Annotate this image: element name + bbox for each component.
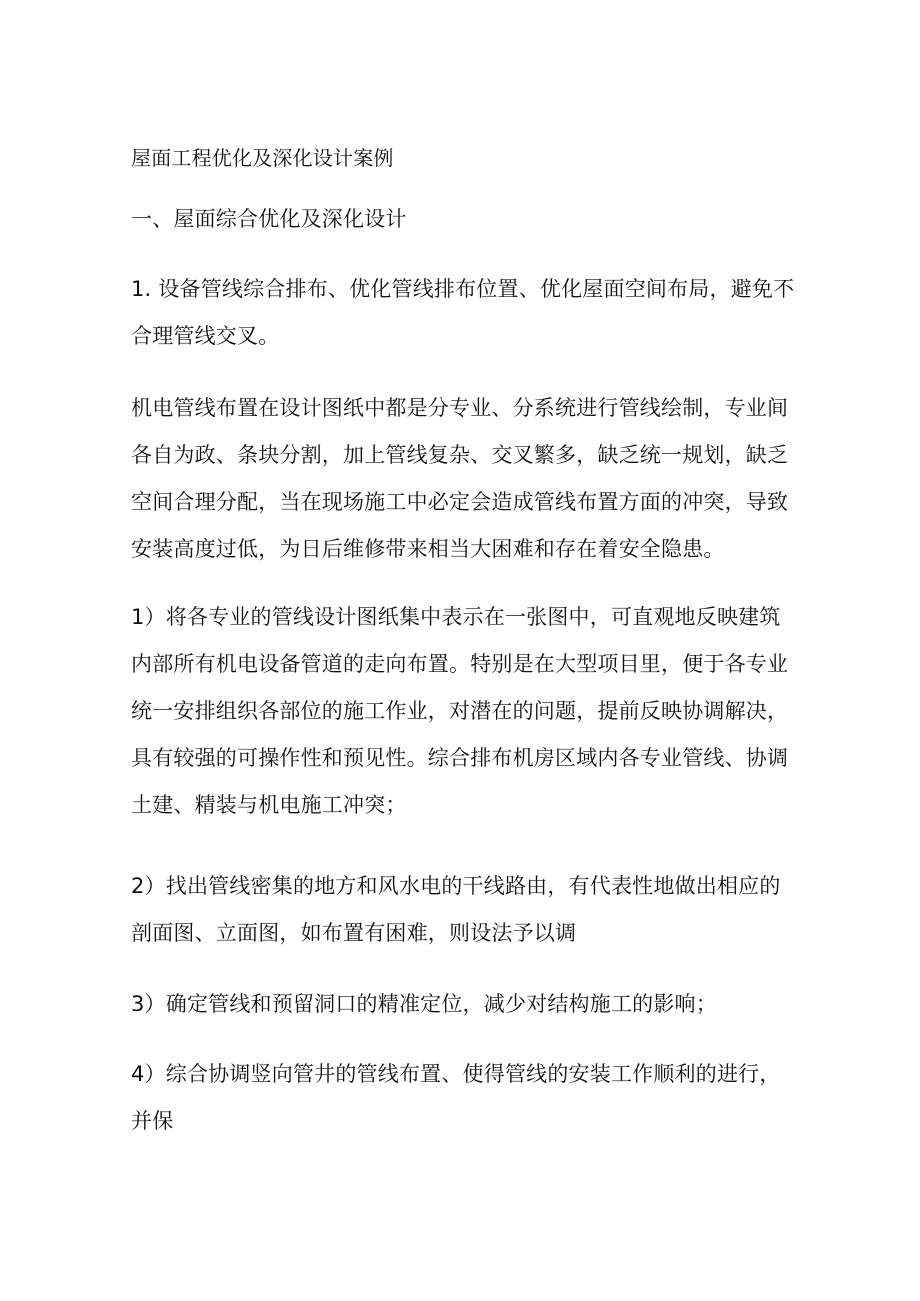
paragraph-line: 安装高度过低，为日后维修带来相当大困难和存在着安全隐患。	[131, 537, 725, 561]
paragraph-line: 4）综合协调竖向管井的管线布置、使得管线的安装工作顺利的进行，	[131, 1062, 781, 1086]
paragraph-line: 3）确定管线和预留洞口的精准定位，减少对结构施工的影响；	[131, 992, 717, 1016]
paragraph-2	[131, 385, 801, 573]
paragraph-1	[131, 266, 801, 360]
paragraph-5	[131, 981, 801, 1028]
paragraph-line: 2）找出管线密集的地方和风水电的干线路由，有代表性地做出相应的	[131, 874, 781, 898]
paragraph-line: 并保	[131, 1109, 174, 1133]
paragraph-3	[131, 594, 801, 829]
paragraph-4	[131, 863, 801, 957]
paragraph-line: 各自为政、条块分割，加上管线复杂、交叉繁多，缺乏统一规划，缺乏	[131, 443, 789, 467]
paragraph-line: 统一安排组织各部位的施工作业，对潜在的问题，提前反映协调解决，	[131, 699, 789, 723]
section-heading	[131, 196, 801, 243]
paragraph-line: 合理管线交叉。	[131, 324, 280, 348]
paragraph-line: 内部所有机电设备管道的走向布置。特别是在大型项目里，便于各专业	[131, 652, 789, 676]
section-heading-text: 一、屋面综合优化及深化设计	[131, 207, 407, 231]
paragraph-line: 土建、精装与机电施工冲突；	[131, 793, 407, 817]
title-text: 屋面工程优化及深化设计案例	[131, 146, 394, 170]
document-title	[131, 135, 801, 182]
paragraph-line: 1. 设备管线综合排布、优化管线排布位置、优化屋面空间布局，避免不	[131, 277, 795, 301]
paragraph-6	[131, 1051, 801, 1145]
paragraph-line: 空间合理分配，当在现场施工中必定会造成管线布置方面的冲突，导致	[131, 490, 789, 514]
paragraph-line: 剖面图、立面图，如布置有困难，则设法予以调	[131, 921, 577, 945]
paragraph-line: 1）将各专业的管线设计图纸集中表示在一张图中，可直观地反映建筑	[131, 605, 781, 629]
paragraph-line: 具有较强的可操作性和预见性。综合排布机房区域内各专业管线、协调	[131, 746, 789, 770]
paragraph-line: 机电管线布置在设计图纸中都是分专业、分系统进行管线绘制，专业间	[131, 396, 789, 420]
